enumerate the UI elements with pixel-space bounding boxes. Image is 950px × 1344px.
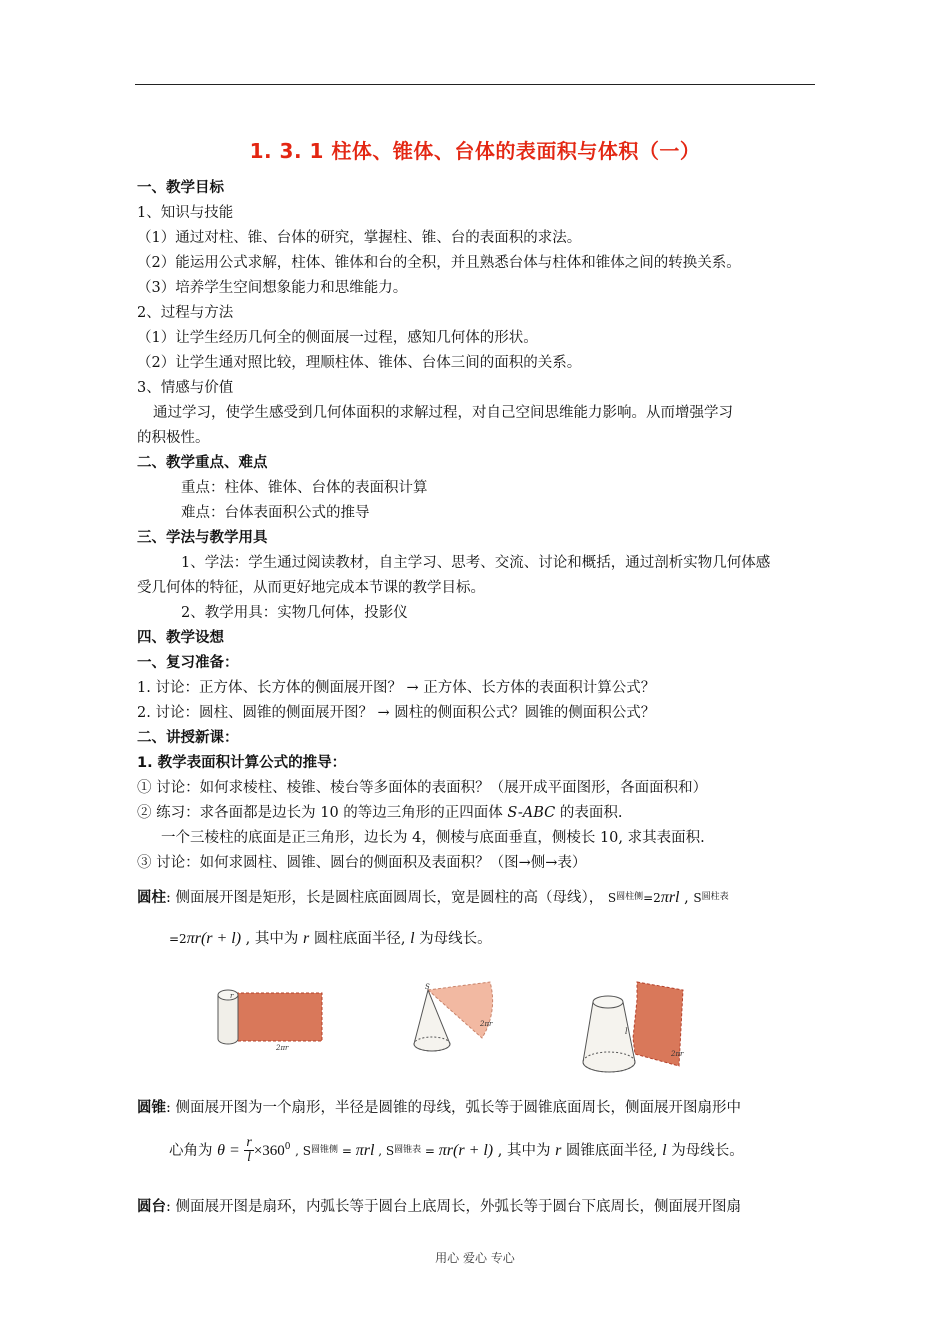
- text-line: 受几何体的特征，从而更好地完成本节课的教学目标。: [137, 580, 485, 596]
- frustum-head: 圆台: [137, 1199, 166, 1215]
- cylinder-body: [218, 995, 238, 1044]
- frustum-slant-label: l: [625, 1027, 628, 1036]
- text-line: 2. 讨论：圆柱、圆锥的侧面展开图？ → 圆柱的侧面积公式？圆锥的侧面积公式？: [137, 705, 656, 721]
- text-span: =2: [643, 891, 661, 905]
- subscript: 圆柱表: [701, 892, 729, 902]
- text-line: （1）通过对柱、锥、台体的研究，掌握柱、锥、台的表面积的求法。: [137, 230, 582, 246]
- math-var: l: [662, 1141, 667, 1159]
- cone-paragraph: [137, 1098, 741, 1118]
- page-footer: 用心 爱心 专心: [435, 1251, 515, 1265]
- subsection-heading: 3、情感与价值: [137, 380, 234, 396]
- text-span: , S: [374, 1143, 395, 1158]
- cone-head: 圆锥: [137, 1100, 166, 1116]
- cylinder-unfold-figure: [212, 983, 336, 1053]
- section-heading: 1. 教学表面积计算公式的推导：: [137, 755, 347, 771]
- formula: θ =: [217, 1141, 240, 1159]
- text-line: ① 讨论：如何求棱柱、棱锥、棱台等多面体的表面积？（展开成平面图形，各面面积和）: [137, 780, 708, 796]
- frustum-paragraph: [137, 1197, 741, 1217]
- text-span: ,: [679, 890, 694, 906]
- cone-unfold-figure: [408, 980, 500, 1062]
- subscript: 圆锥表: [394, 1144, 422, 1155]
- section-heading: 二、教学重点、难点: [137, 455, 268, 471]
- superscript: 0: [284, 1142, 291, 1152]
- text-span: 为母线长。: [666, 1142, 744, 1159]
- cone-apex-label: S: [425, 983, 430, 991]
- section-heading: 一、教学目标: [137, 180, 224, 196]
- formula: πrl: [660, 889, 680, 906]
- math-span: S-ABC: [507, 805, 556, 821]
- subscript: 圆柱侧: [616, 892, 644, 902]
- text-line: 重点：柱体、锥体、台体的表面积计算: [181, 480, 428, 496]
- text-line: 1. 讨论：正方体、长方体的侧面展开图？ → 正方体、长方体的表面积计算公式？: [137, 680, 656, 696]
- math-var: r: [555, 1141, 562, 1159]
- text-span: S: [693, 891, 702, 905]
- text-line: ③ 讨论：如何求圆柱、圆锥、圆台的侧面积及表面积？（图→侧→表）: [137, 855, 587, 871]
- section-heading: 二、讲授新课：: [137, 730, 239, 746]
- cone-paragraph-cont: [169, 1128, 744, 1170]
- cylinder-circumference-label: 2πr: [276, 1044, 289, 1052]
- text-span: 的表面积.: [555, 805, 623, 821]
- text-line: （3）培养学生空间想象能力和思维能力。: [137, 280, 408, 296]
- text-span: =: [338, 1143, 356, 1158]
- text-span: 圆锥底面半径,: [561, 1142, 663, 1159]
- text-span: 圆柱底面半径,: [309, 931, 411, 947]
- cone-arc-label: 2πr: [480, 1020, 493, 1028]
- cylinder-paragraph: [137, 887, 729, 908]
- text-line: （2）让学生通对照比较，理顺柱体、锥体、台体三间的面积的关系。: [137, 355, 582, 371]
- fraction: [244, 1136, 253, 1165]
- text-span: , S: [295, 1143, 311, 1158]
- cylinder-top: [218, 990, 238, 1000]
- text-line: 1、学法：学生通过阅读教材，自主学习、思考、交流、讨论和概括，通过剖析实物几何体感: [181, 555, 771, 571]
- section-heading: 三、学法与教学用具: [137, 530, 268, 546]
- formula: πr(r + l): [438, 1141, 494, 1159]
- text-span: : 侧面展开图是矩形，长是圆柱底面圆周长，宽是圆柱的高（母线），: [166, 890, 604, 906]
- page-title: 1. 3. 1 柱体、锥体、台体的表面积与体积（一）: [249, 139, 701, 163]
- text-line: 通过学习，使学生感受到几何体面积的求解过程，对自己空间思维能力影响。从而增强学习: [153, 405, 733, 421]
- text-span: ② 练习：求各面都是边长为 10 的等边三角形的正四面体: [137, 805, 508, 821]
- math-var: l: [410, 930, 415, 947]
- text-span: ×360: [253, 1142, 285, 1159]
- text-line: 难点：台体表面积公式的推导: [181, 505, 370, 521]
- text-line: 2、教学用具：实物几何体，投影仪: [181, 605, 408, 621]
- text-span: =: [421, 1143, 439, 1158]
- text-span: , 其中为: [493, 1142, 556, 1159]
- header-rule: [135, 84, 815, 85]
- text-span: : 侧面展开图是扇环，内弧长等于圆台上底周长，外弧长等于圆台下底周长，侧面展开图扇: [166, 1199, 741, 1215]
- text-span: 为母线长。: [414, 931, 492, 947]
- frustum-unfold-figure: [575, 980, 690, 1082]
- fraction-denominator: l: [247, 1150, 252, 1166]
- section-heading: 四、教学设想: [137, 630, 224, 646]
- subsection-heading: 1、知识与技能: [137, 205, 234, 221]
- text-span: =2: [169, 932, 187, 946]
- math-var: r: [303, 930, 310, 947]
- text-span: S: [607, 891, 617, 905]
- text-span: 心角为: [169, 1142, 213, 1159]
- text-line: （2）能运用公式求解，柱体、锥体和台的全积，并且熟悉台体与柱体和锥体之间的转换关系。: [137, 255, 741, 271]
- subsection-heading: 2、过程与方法: [137, 305, 234, 321]
- formula: πrl: [355, 1141, 375, 1159]
- text-line: 一个三棱柱的底面是正三角形，边长为 4，侧棱与底面垂直，侧棱长 10, 求其表面积.: [161, 830, 705, 846]
- frustum-top: [593, 996, 623, 1008]
- frustum-body: [583, 1002, 635, 1072]
- section-heading: 一、复习准备：: [137, 655, 239, 671]
- frustum-arc-label: 2πr: [671, 1050, 684, 1058]
- cylinder-radius-label: r: [230, 992, 234, 1000]
- subscript: 圆锥侧: [311, 1144, 339, 1155]
- cylinder-lateral-rect: [236, 993, 322, 1041]
- cylinder-head: 圆柱: [137, 890, 166, 906]
- text-line: （1）让学生经历几何全的侧面展一过程，感知几何体的形状。: [137, 330, 538, 346]
- fraction-numerator: r: [246, 1135, 252, 1151]
- text-line: 的积极性。: [137, 430, 210, 446]
- text-line: [137, 803, 622, 823]
- text-span: : 侧面展开图为一个扇形，半径是圆锥的母线，弧长等于圆锥底面周长，侧面展开图扇形中: [166, 1100, 741, 1116]
- text-span: , 其中为: [241, 931, 304, 947]
- cylinder-paragraph-cont: [169, 929, 492, 949]
- formula: πr(r + l): [186, 930, 242, 947]
